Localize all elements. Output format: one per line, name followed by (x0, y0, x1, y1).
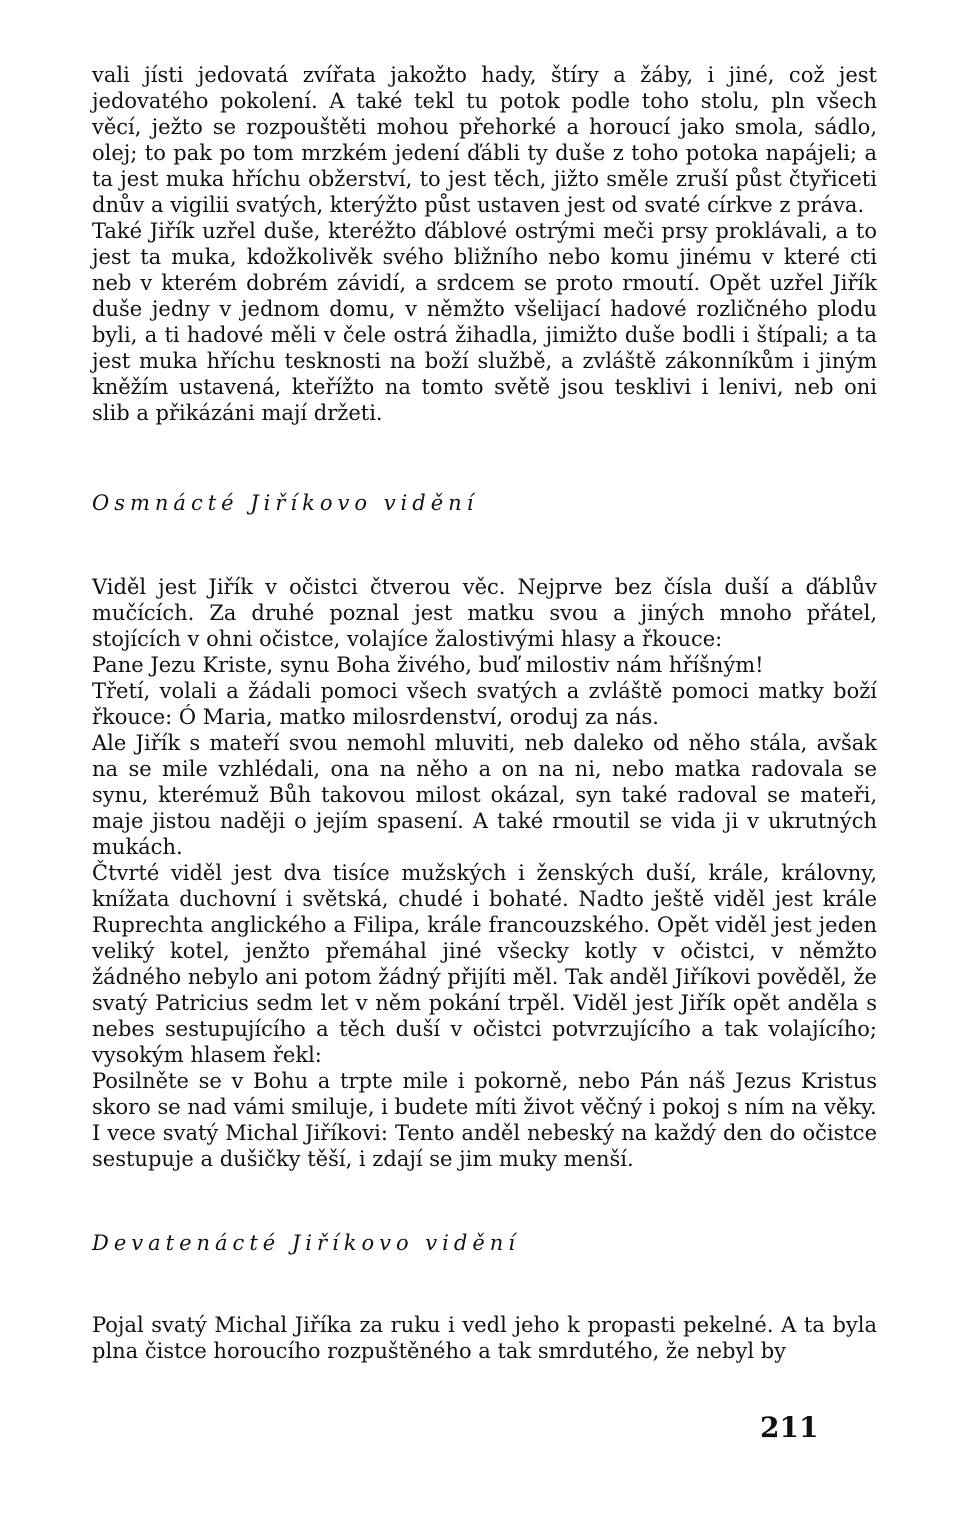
chapter-heading: Osmnácté Jiříkovo vidění (92, 491, 479, 515)
paragraph: Viděl jest Jiřík v očistci čtverou věc. Nejprve bez čísla duší a ďáblův mučících. Za druhé poznal jest matku svou a jiných mnoho přátel, stojících v ohni očistce, volajíce žalostivými hlasy a řkouce: (92, 575, 877, 651)
page-body (92, 62, 877, 1364)
paragraph: Pane Jezu Kriste, synu Boha živého, buď milostiv nám hříšným! (92, 653, 764, 677)
paragraph: Třetí, volali a žádali pomoci všech svatých a zvláště pomoci matky boží řkouce: Ó Maria, matko milosrdenství, oroduj za nás. (92, 679, 877, 729)
paragraph: Ale Jiřík s mateří svou nemohl mluviti, neb daleko od něho stála, avšak na se mile vzhlédali, ona na něho a on na ni, nebo matka radovala se synu, kterémuž Bůh takovou milost okázal, syn také radoval se mateři, maje jistou naději o jejím spasení. A také rmoutil se vida ji v ukrutných mukách. (92, 731, 877, 859)
page-number: 211 (760, 1411, 819, 1444)
paragraph: Také Jiřík uzřel duše, kteréžto ďáblové ostrými meči prsy proklávali, a to jest ta muka, kdožkolivěk svého bližního nebo komu jinému v které cti neb v kterém dobrém závidí, a srdcem se proto rmoutí. Opět uzřel Jiřík duše jedny v jednom domu, v němžto všelijací hadové rozličného plodu byli, a ti hadové měli v čele ostrá žihadla, jimižto duše bodli i štípali; a ta jest muka hříchu tesknosti na boží službě, a zvláště zákonníkům i jiným kněžím ustavená, kteřížto na tomto světě jsou tesklivi i lenivi, neb oni slib a přikázáni mají držeti. (92, 219, 877, 425)
paragraph: Čtvrté viděl jest dva tisíce mužských i ženských duší, krále, královny, knížata duchovní i světská, chudé i bohaté. Nadto ještě viděl jest krále Ruprechta anglického a Filipa, krále francouzského. Opět viděl jest jeden veliký kotel, jenžto přemáhal jiné všecky kotly v očistci, v němžto žádného nebylo ani potom žádný přijíti měl. Tak anděl Jiříkovi pověděl, že svatý Patricius sedm let v něm pokání trpěl. Viděl jest Jiřík opět anděla s nebes sestupujícího a těch duší v očistci potvrzujícího a tak volajícího; vysokým hlasem řekl: (92, 861, 877, 1067)
paragraph: I vece svatý Michal Jiříkovi: Tento anděl nebeský na každý den do očistce sestupuje a dušičky těší, i zdají se jim muky menší. (92, 1121, 877, 1171)
paragraph: vali jísti jedovatá zvířata jakožto hady, štíry a žáby, i jiné, což jest jedovatého pokolení. A také tekl tu potok podle toho stolu, pln všech věcí, ježto se rozpouštěti mohou přehorké a horoucí jako smola, sádlo, olej; to pak po tom mrzkém jedení ďábli ty duše z toho potoka napájeli; a ta jest muka hříchu obžerství, to jest těch, jižto směle zruší půst čtyřiceti dnův a vigilii svatých, kterýžto půst ustaven jest od svaté církve z práva. (92, 63, 877, 217)
paragraph: Pojal svatý Michal Jiříka za ruku i vedl jeho k propasti pekelné. A ta byla plna čistce horoucího rozpuštěného a tak smrdutého, že nebyl by (92, 1313, 877, 1363)
chapter-heading: Devatenácté Jiříkovo vidění (92, 1231, 520, 1255)
paragraph: Posilněte se v Bohu a trpte mile i pokorně, nebo Pán náš Jezus Kristus skoro se nad vámi smiluje, i budete míti život věčný i pokoj s ním na věky. (92, 1069, 877, 1119)
